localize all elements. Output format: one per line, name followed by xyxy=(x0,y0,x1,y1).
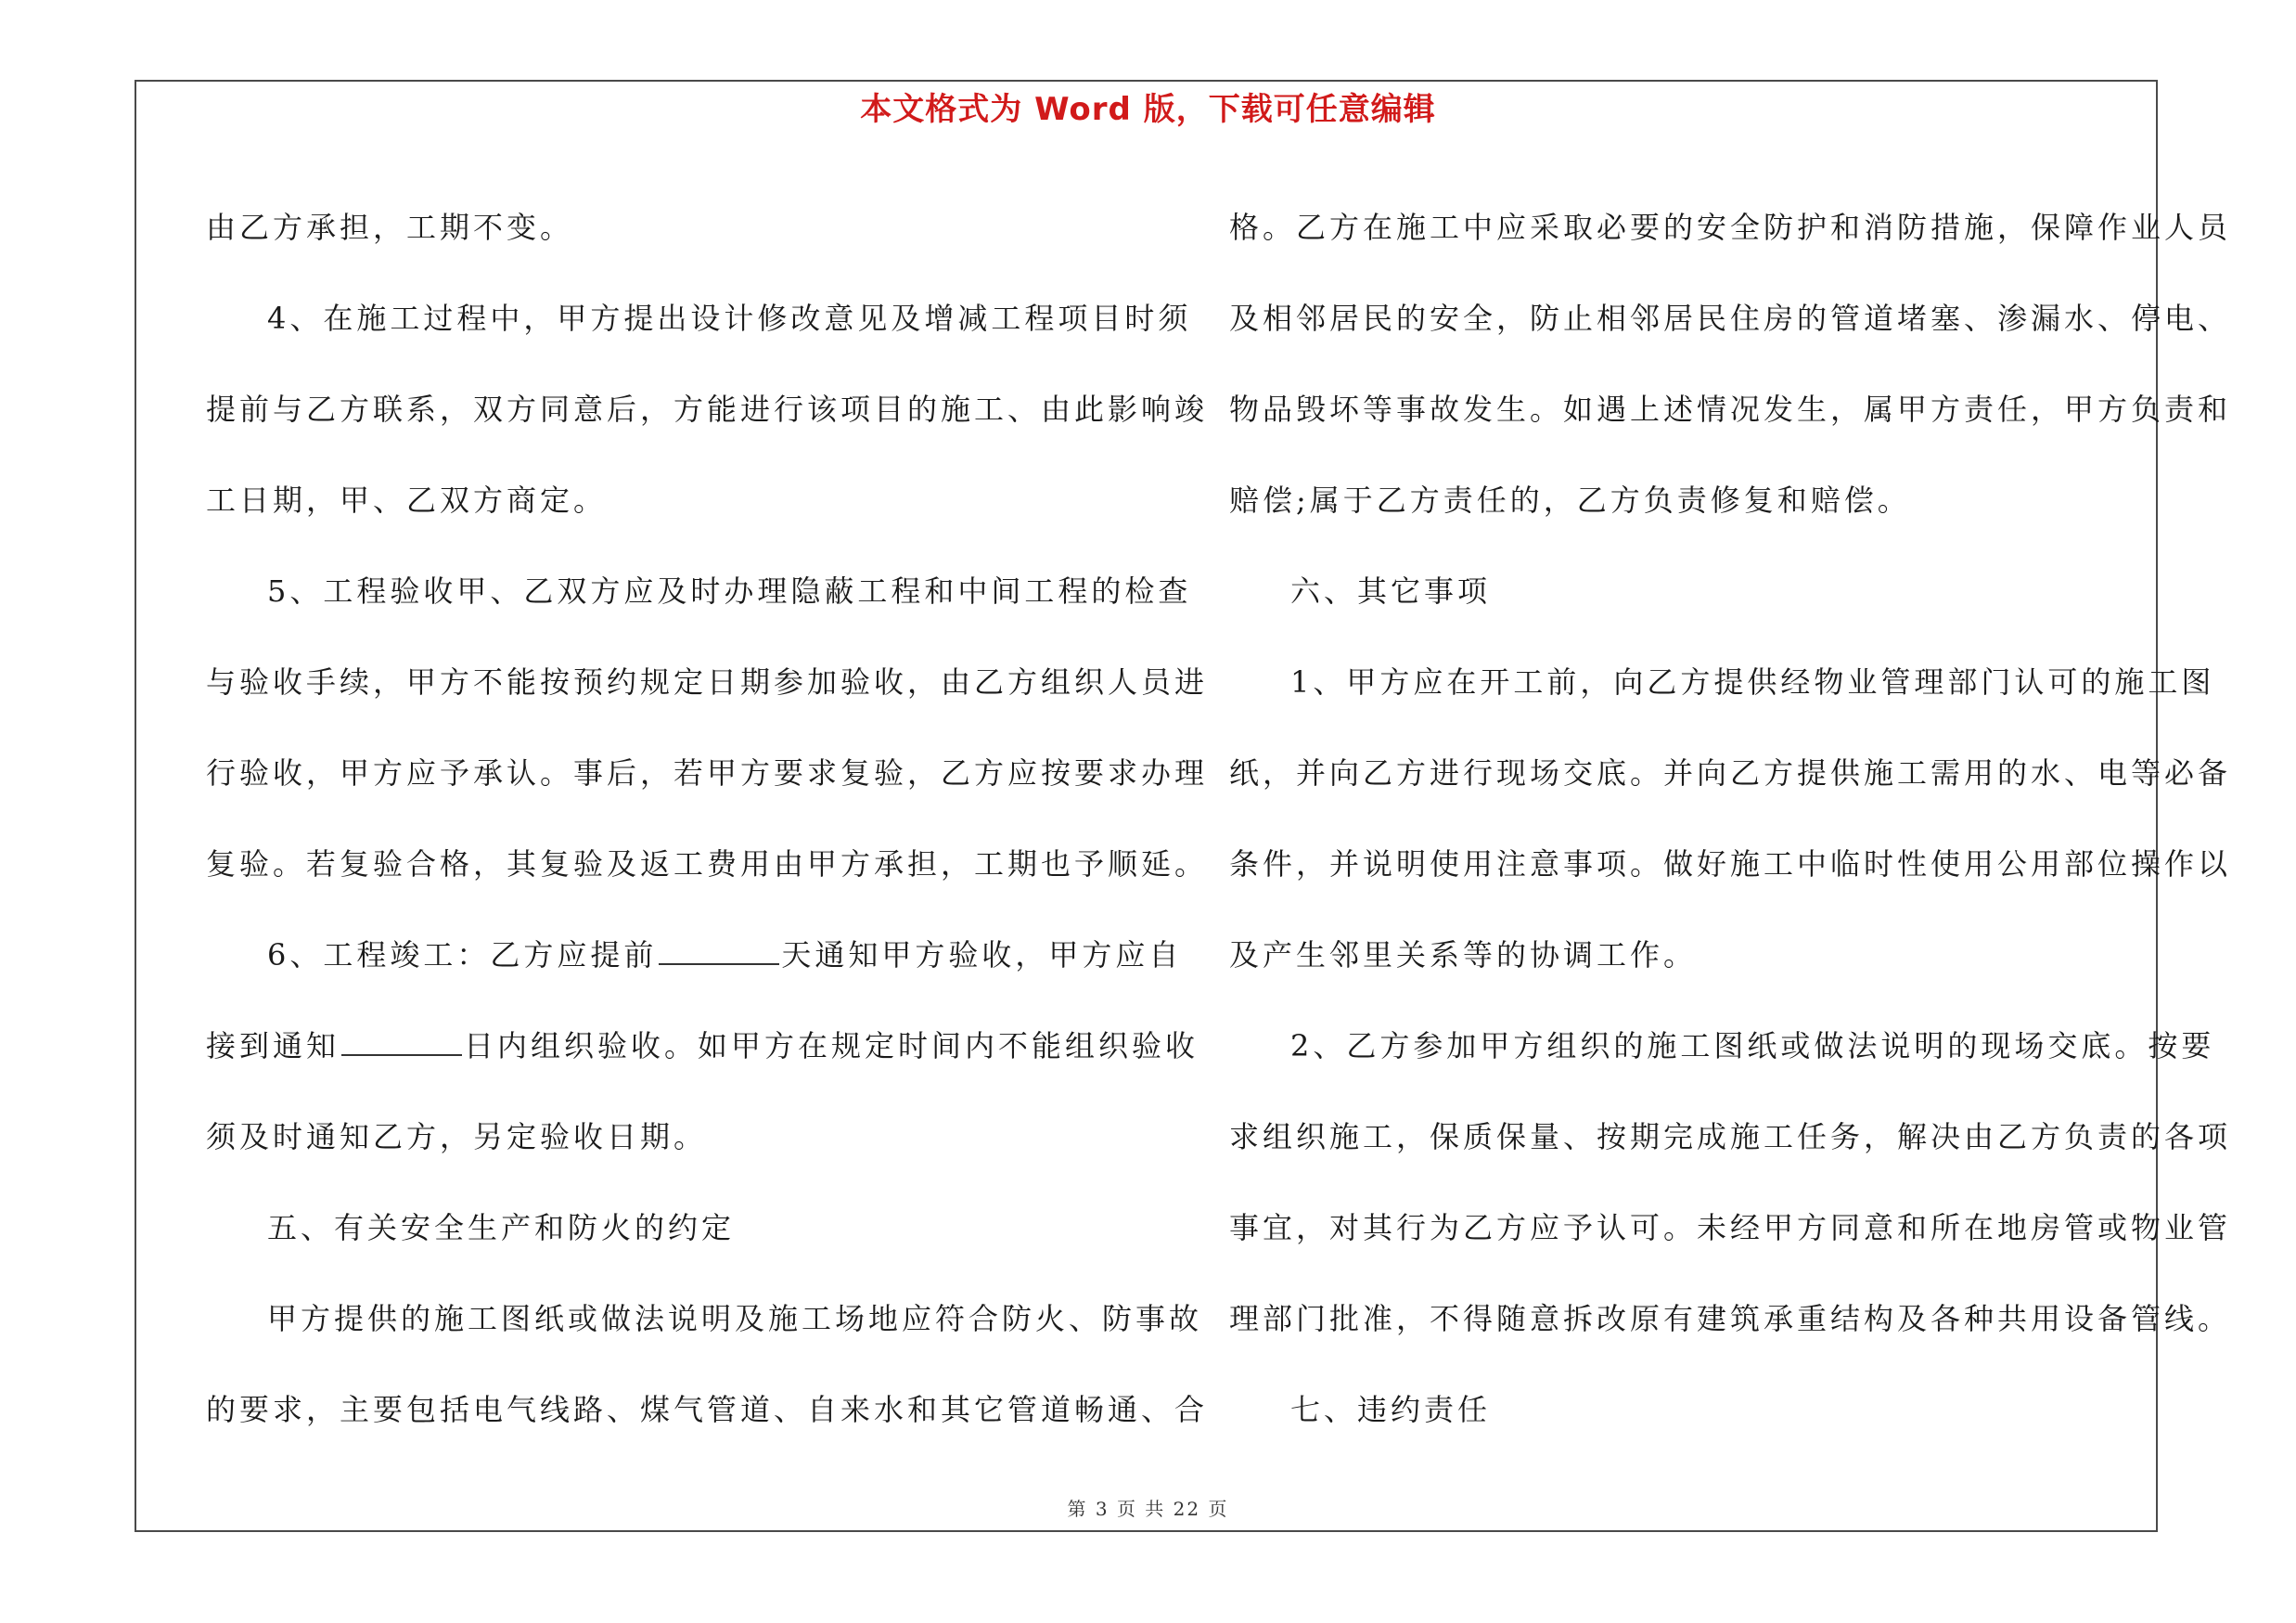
paragraph-line: 条件，并说明使用注意事项。做好施工中临时性使用公用部位操作以 xyxy=(1229,846,2232,882)
right-column xyxy=(1229,182,2232,1455)
paragraph-line: 物品毁坏等事故发生。如遇上述情况发生，属甲方责任，甲方负责和 xyxy=(1229,392,2232,427)
paragraph-line: 理部门批准，不得随意拆改原有建筑承重结构及各种共用设备管线。 xyxy=(1229,1301,2232,1336)
paragraph-line: 与验收手续，甲方不能按预约规定日期参加验收，由乙方组织人员进 xyxy=(206,664,1209,700)
paragraph-line: 提前与乙方联系，双方同意后，方能进行该项目的施工、由此影响竣 xyxy=(206,392,1209,427)
paragraph-line: 1、甲方应在开工前，向乙方提供经物业管理部门认可的施工图 xyxy=(1290,664,2215,700)
paragraph-line: 格。乙方在施工中应采取必要的安全防护和消防措施，保障作业人员 xyxy=(1229,210,2232,245)
paragraph-line: 2、乙方参加甲方组织的施工图纸或做法说明的现场交底。按要 xyxy=(1290,1028,2215,1063)
paragraph-line: 赔偿;属于乙方责任的，乙方负责修复和赔偿。 xyxy=(1229,483,1911,518)
paragraph-line: 及相邻居民的安全，防止相邻居民住房的管道堵塞、渗漏水、停电、 xyxy=(1229,301,2232,336)
line-text: 6、工程竣工：乙方应提前 xyxy=(267,937,658,973)
paragraph-line: 复验。若复验合格，其复验及返工费用由甲方承担，工期也予顺延。 xyxy=(206,846,1209,882)
section-heading: 六、其它事项 xyxy=(1290,573,1492,609)
paragraph-line: 事宜，对其行为乙方应予认可。未经甲方同意和所在地房管或物业管 xyxy=(1229,1210,2232,1245)
paragraph-line: 由乙方承担，工期不变。 xyxy=(206,210,574,245)
paragraph-line: 求组织施工，保质保量、按期完成施工任务，解决由乙方负责的各项 xyxy=(1229,1119,2232,1154)
fill-in-blank xyxy=(659,939,779,965)
section-heading: 七、违约责任 xyxy=(1290,1392,1492,1427)
paragraph-line: 甲方提供的施工图纸或做法说明及施工场地应符合防火、防事故 xyxy=(267,1301,1203,1336)
paragraph-line-with-blank xyxy=(206,1000,1199,1091)
paragraph-line-with-blank xyxy=(206,909,1183,1000)
paragraph-line: 的要求，主要包括电气线路、煤气管道、自来水和其它管道畅通、合 xyxy=(206,1392,1209,1427)
line-text: 日内组织验收。如甲方在规定时间内不能组织验收 xyxy=(464,1028,1199,1063)
paragraph-line: 4、在施工过程中，甲方提出设计修改意见及增减工程项目时须 xyxy=(267,301,1192,336)
word-format-banner: 本文格式为 Word 版，下载可任意编辑 xyxy=(860,91,1436,128)
line-text: 天通知甲方验收，甲方应自 xyxy=(781,937,1183,973)
page-number-footer: 第 3 页 共 22 页 xyxy=(1067,1498,1229,1520)
paragraph-line: 行验收，甲方应予承认。事后，若甲方要求复验，乙方应按要求办理 xyxy=(206,755,1209,791)
paragraph-line: 须及时通知乙方，另定验收日期。 xyxy=(206,1119,708,1154)
fill-in-blank xyxy=(341,1030,462,1056)
paragraph-line: 纸，并向乙方进行现场交底。并向乙方提供施工需用的水、电等必备 xyxy=(1229,755,2232,791)
paragraph-line: 5、工程验收甲、乙双方应及时办理隐蔽工程和中间工程的检查 xyxy=(267,573,1192,609)
paragraph-line: 工日期，甲、乙双方商定。 xyxy=(206,483,608,518)
left-column xyxy=(206,182,1209,1455)
line-text: 接到通知 xyxy=(206,1028,340,1063)
paragraph-line: 及产生邻里关系等的协调工作。 xyxy=(1229,937,1698,973)
section-heading: 五、有关安全生产和防火的约定 xyxy=(267,1210,736,1245)
